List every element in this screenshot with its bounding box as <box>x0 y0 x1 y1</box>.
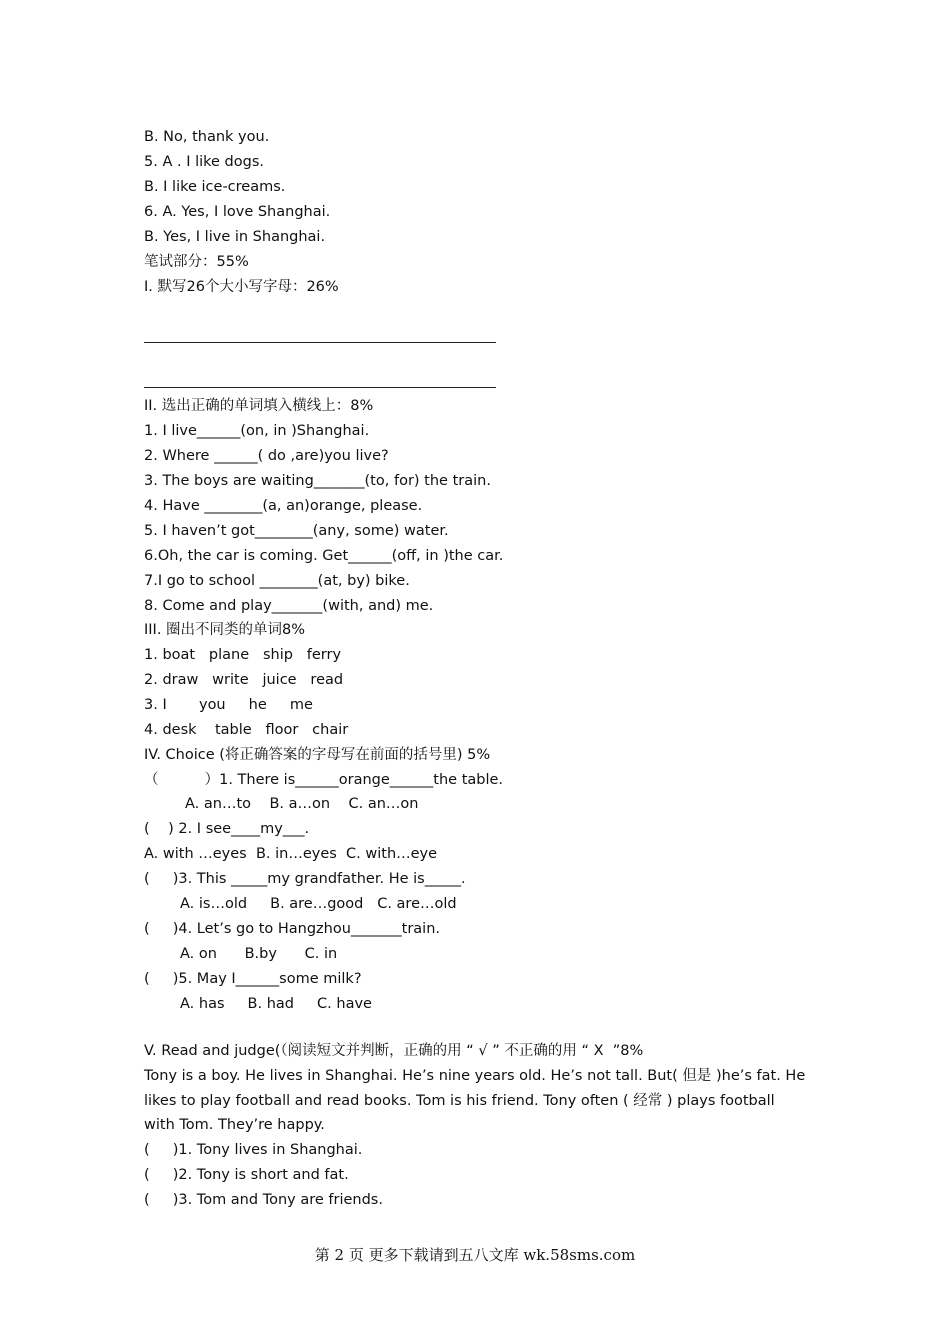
question-line: ( ) 2. I see____my___. <box>144 821 310 837</box>
options-line: A. an…to B. a…on C. an…on <box>185 796 419 812</box>
question-line: ( )3. Tom and Tony are friends. <box>144 1192 383 1208</box>
question-line: ( )2. Tony is short and fat. <box>144 1167 349 1183</box>
question-line: 3. The boys are waiting_______(to, for) the train. <box>144 473 491 489</box>
section-heading: II. 选出正确的单词填入横线上：8% <box>144 398 374 414</box>
question-line: ( )5. May I______some milk? <box>144 971 362 987</box>
question-line: 4. desk table floor chair <box>144 722 349 738</box>
question-line: ( )4. Let’s go to Hangzhou_______train. <box>144 921 441 937</box>
question-line: 2. Where ______( do ,are)you live? <box>144 448 389 464</box>
question-line: 1. boat plane ship ferry <box>144 647 342 663</box>
question-line: 4. Have ________(a, an)orange, please. <box>144 498 423 514</box>
question-line: （ ）1. There is______orange______the table. <box>144 772 504 788</box>
section-heading: V. Read and judge(（阅读短文并判断，正确的用 “ √ ” 不正确的用 “ X ”8% <box>144 1043 644 1059</box>
question-line: 6.Oh, the car is coming. Get______(off, in )the car. <box>144 548 504 564</box>
question-line: 7.I go to school ________(at, by) bike. <box>144 573 410 589</box>
text-line: B. No, thank you. <box>144 129 270 145</box>
question-line: ( )3. This _____my grandfather. He is_____. <box>144 871 466 887</box>
text-line: 6. A. Yes, I love Shanghai. <box>144 204 331 220</box>
text-line: B. I like ice-creams. <box>144 179 286 195</box>
reading-passage: Tony is a boy. He lives in Shanghai. He’s nine years old. He’s not tall. But( 但是 )he’s fat. He likes to play football and read books. Tom is his friend. Tony often ( 经常 ) plays football with Tom. They’re happy. <box>144 1068 806 1133</box>
options-line: A. is…old B. are…good C. are…old <box>180 896 457 912</box>
question-line: ( )1. Tony lives in Shanghai. <box>144 1142 363 1158</box>
question-line: 1. I live______(on, in )Shanghai. <box>144 423 370 439</box>
text-line: B. Yes, I live in Shanghai. <box>144 229 326 245</box>
section-heading: III. 圈出不同类的单词8% <box>144 622 306 638</box>
section-heading: I. 默写26个大小写字母：26% <box>144 279 339 295</box>
options-line: A. has B. had C. have <box>180 996 372 1012</box>
question-line: 8. Come and play_______(with, and) me. <box>144 598 434 614</box>
question-line: 5. I haven’t got________(any, some) water. <box>144 523 449 539</box>
section-heading: IV. Choice (将正确答案的字母写在前面的括号里) 5% <box>144 747 491 763</box>
options-line: A. on B.by C. in <box>180 946 338 962</box>
options-line: A. with …eyes B. in…eyes C. with…eye <box>144 846 438 862</box>
answer-line <box>144 342 496 343</box>
question-line: 2. draw write juice read <box>144 672 344 688</box>
section-heading: 笔试部分：55% <box>144 254 249 270</box>
answer-line <box>144 387 496 388</box>
text-line: 5. A . I like dogs. <box>144 154 264 170</box>
question-line: 3. I you he me <box>144 697 313 713</box>
page-footer: 第 2 页 更多下载请到五八文库 wk.58sms.com <box>314 1246 636 1264</box>
